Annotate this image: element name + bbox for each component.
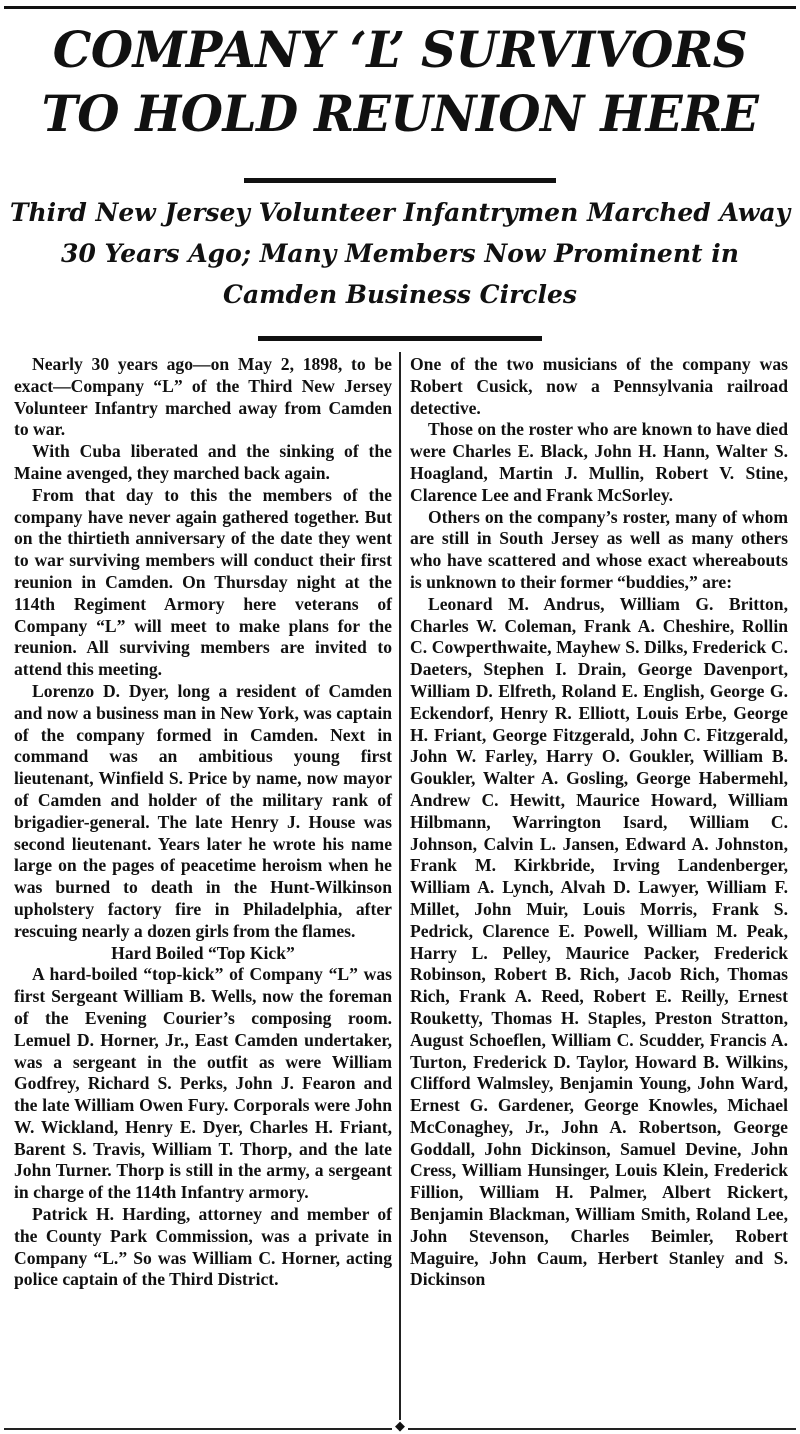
top-rule xyxy=(4,6,796,9)
paragraph: A hard-boiled “top-kick” of Company “L” was first Sergeant William B. Wells, now the foreman of the Evening Courier’s composing room. Lemuel D. Horner, Jr., East Camden undertaker, was a sergeant in the outfit as were William Godfrey, Richard S. Perks, John J. Fearon and the late William Owen Fury. Corporals were John W. Wickland, Henry E. Dyer, Charles H. Friant, Barent S. Travis, William T. Thorp, and the late John Turner. Thorp is still in the army, a sergeant in charge of the 114th Infantry armory. xyxy=(14,964,392,1203)
left-column xyxy=(14,354,392,1291)
diamond-ornament-icon: ◆ xyxy=(392,1420,408,1434)
paragraph: Patrick H. Harding, attorney and member of the County Park Commission, was a private in Company “L.” So was William C. Horner, acting police captain of the Third District. xyxy=(14,1204,392,1290)
right-column xyxy=(410,354,788,1291)
paragraph: With Cuba liberated and the sinking of the Maine avenged, they marched back again. xyxy=(14,441,392,483)
headline: COMPANY ‘L’ SURVIVORS TO HOLD REUNION HERE xyxy=(41,20,759,143)
section-subheading: Hard Boiled “Top Kick” xyxy=(111,942,295,963)
roster-list: Leonard M. Andrus, William G. Britton, Charles W. Coleman, Frank A. Cheshire, Rollin C. Cowperthwaite, Mayhew S. Dilks, Frederick C. Daeters, Stephen I. Drain, George Davenport, William D. Elfreth, Roland E. English, George G. Eckendorf, Henry R. Elliott, Louis Erbe, George H. Friant, George Fitzgerald, John C. Fitzgerald, John W. Farley, Harry O. Goukler, William B. Goukler, Walter A. Gosling, George Habermehl, Andrew C. Hewitt, Maurice Howard, William Hilbmann, Warrington Isard, William C. Johnson, Calvin L. Jansen, Edward A. Johnston, Frank M. Kirkbride, Irving Landenberger, William A. Lynch, Alvah D. Lawyer, William F. Millet, John Muir, Louis Morris, Frank S. Pedrick, Clarence E. Powell, William M. Peak, Harry L. Pelley, Maurice Packer, Frederick Robinson, Robert B. Rich, Jacob Rich, Thomas Rich, Frank A. Reed, Robert E. Reilly, Ernest Rouketty, Thomas H. Staples, Preston Stratton, August Schoeflen, William C. Scudder, Francis A. Turton, Frederick D. Taylor, Howard B. Wilkins, Clifford Walmsley, Benjamin Young, John Ward, Ernest G. Gardener, George Knowles, Michael McConaghey, Jr., John A. Robertson, George Goddall, John Dickinson, Samuel Devine, John Cress, William Hunsinger, Louis Klein, Frederick Fillion, William H. Palmer, Albert Rickert, Benjamin Blackman, William Smith, Roland Lee, John Stevenson, Charles Beimler, Robert Maguire, John Caum, Herbert Stanley and S. Dickinson xyxy=(410,593,788,1290)
paragraph: One of the two musicians of the company was Robert Cusick, now a Pennsylvania railroad detective. xyxy=(410,354,788,418)
headline-divider xyxy=(244,178,556,183)
paragraph: Lorenzo D. Dyer, long a resident of Camden and now a business man in New York, was captain of the company formed in Camden. Next in command was an ambitious young first lieutenant, Winfield S. Price by name, now mayor of Camden and holder of the military rank of brigadier-general. The late Henry J. House was second lieutenant. Years later he wrote his name large on the pages of peacetime heroism when he was burned to death in the Hunt-Wilkinson upholstery factory fire in Philadelphia, after rescuing nearly a dozen girls from the flames. xyxy=(14,680,392,941)
subheadline-divider xyxy=(258,336,542,341)
paragraph: Nearly 30 years ago—on May 2, 1898, to be exact—Company “L” of the Third New Jersey Volunteer Infantry marched away from Camden to war. xyxy=(14,354,392,440)
paragraph: Those on the roster who are known to have died were Charles E. Black, John H. Hann, Walter S. Hoagland, Martin J. Mullin, Robert V. Stine, Clarence Lee and Frank McSorley. xyxy=(410,419,788,505)
paragraph: Others on the company’s roster, many of whom are still in South Jersey as well as many others who have scattered and whose exact whereabouts is unknown to their former “buddies,” are: xyxy=(410,506,788,592)
paragraph: From that day to this the members of the company have never again gathered together. But on the thirtieth anniversary of the date they went to war surviving members will conduct their first reunion in Camden. On Thursday night at the 114th Regiment Armory here veterans of Company “L” will meet to make plans for the reunion. All surviving members are invited to attend this meeting. xyxy=(14,484,392,680)
column-divider xyxy=(399,352,401,1424)
subheadline: Third New Jersey Volunteer Infantrymen Marched Away 30 Years Ago; Many Members Now Prominent in Camden Business Circles xyxy=(9,198,791,309)
